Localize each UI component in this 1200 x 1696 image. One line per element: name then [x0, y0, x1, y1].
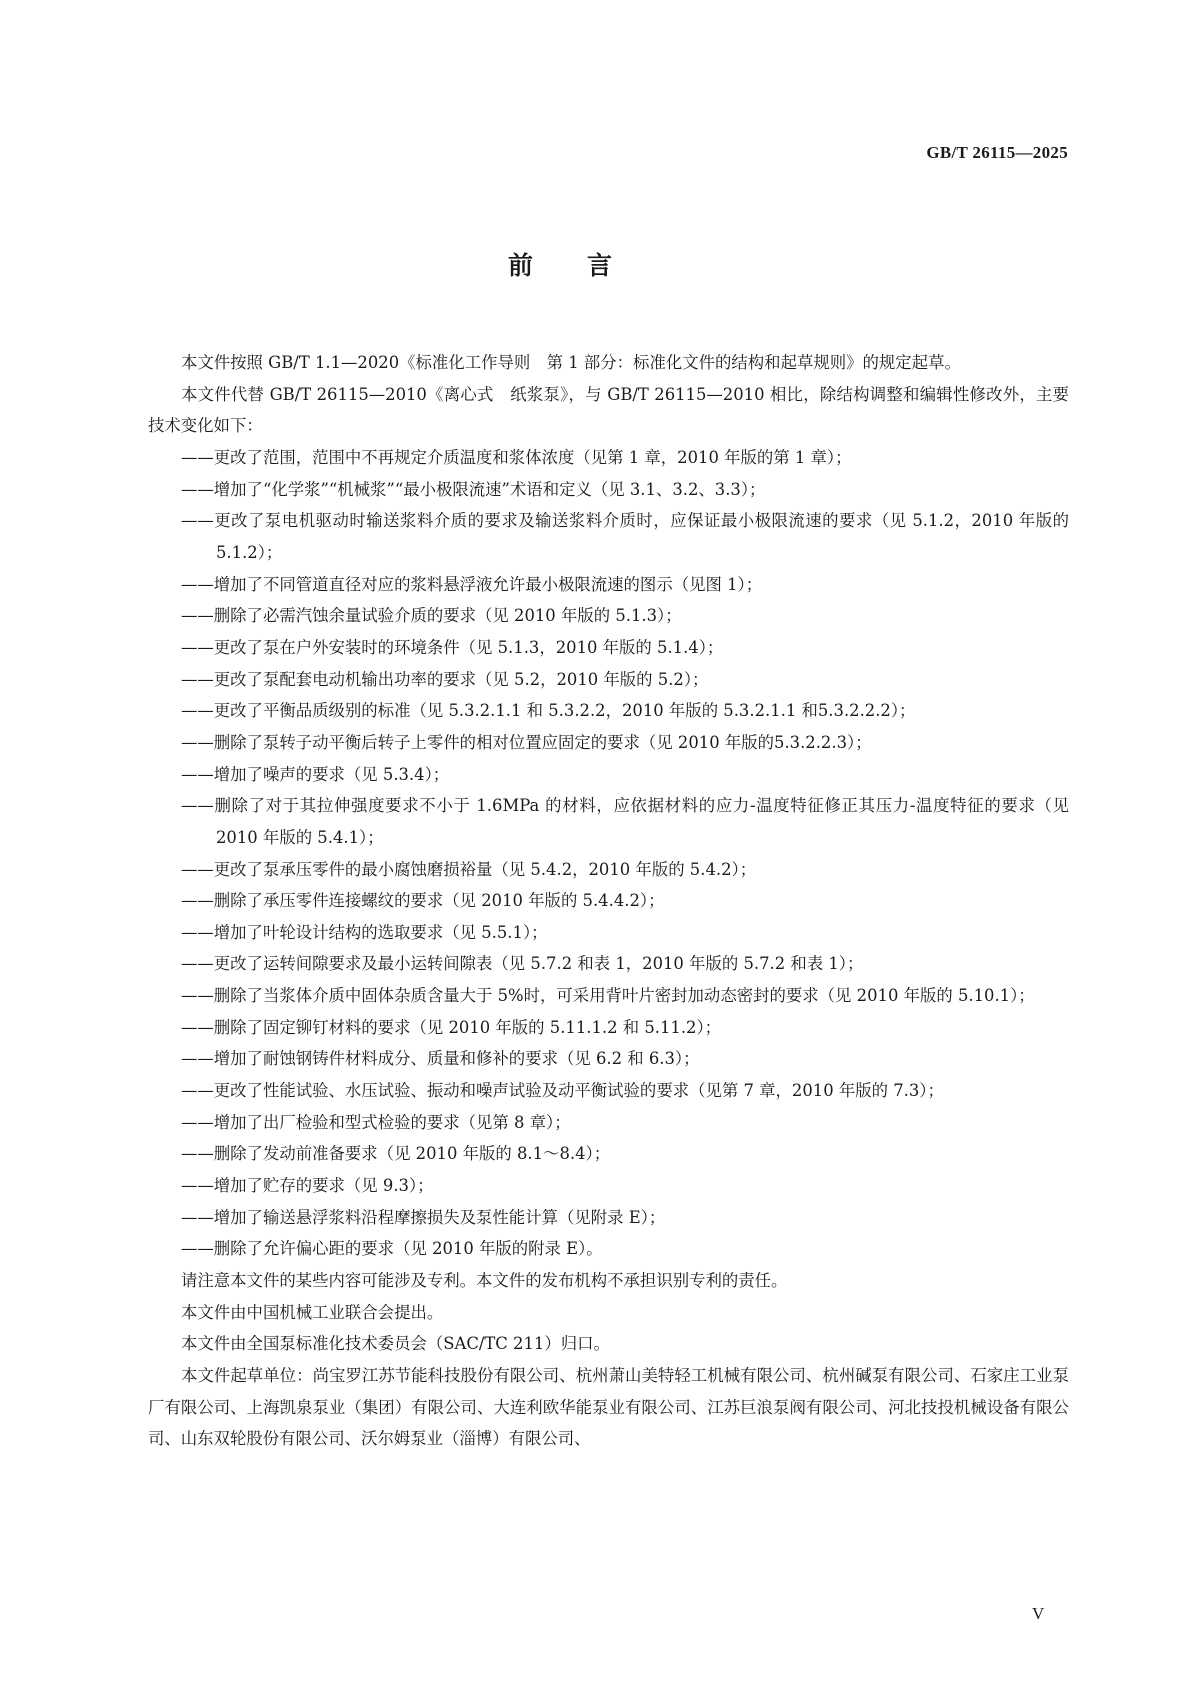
change-item: ——增加了输送悬浮浆料沿程摩擦损失及泵性能计算（见附录 E）； [181, 1207, 666, 1227]
paragraph: 请注意本文件的某些内容可能涉及专利。本文件的发布机构不承担识别专利的责任。 [181, 1271, 788, 1291]
change-item: ——更改了范围，范围中不再规定介质温度和浆体浓度（见第 1 章，2010 年版的第 1 章）； [181, 447, 852, 467]
change-item: ——删除了承压零件连接螺纹的要求（见 2010 年版的 5.4.4.2）； [181, 891, 665, 911]
change-item: ——更改了泵在户外安装时的环境条件（见 5.1.3，2010 年版的 5.1.4）； [181, 637, 724, 657]
change-item: ——更改了泵电机驱动时输送浆料介质的要求及输送浆料介质时，应保证最小极限流速的要求（见 5.1.2，2010 年版的 5.1.2）； [181, 511, 1069, 562]
paragraph: 本文件由中国机械工业联合会提出。 [181, 1302, 444, 1322]
change-item: ——删除了当浆体介质中固体杂质含量大于 5%时，可采用背叶片密封加动态密封的要求（见 2010 年版的 5.10.1）； [181, 986, 1035, 1006]
closing-paragraphs [148, 1265, 1069, 1455]
change-item: ——增加了耐蚀钢铸件材料成分、质量和修补的要求（见 6.2 和 6.3）； [181, 1049, 700, 1069]
intro-paragraphs [148, 347, 1069, 442]
change-item: ——增加了叶轮设计结构的选取要求（见 5.5.1）； [181, 922, 548, 942]
document-body [148, 347, 1069, 1455]
change-item: ——增加了噪声的要求（见 5.3.4）； [181, 764, 450, 784]
paragraph: 本文件代替 GB/T 26115—2010《离心式 纸浆泵》，与 GB/T 26115—2010 相比，除结构调整和编辑性修改外，主要技术变化如下： [148, 384, 1069, 436]
change-item: ——更改了泵配套电动机输出功率的要求（见 5.2，2010 年版的 5.2）； [181, 669, 709, 689]
paragraph: 本文件起草单位：尚宝罗江苏节能科技股份有限公司、杭州萧山美特轻工机械有限公司、杭州碱泵有限公司、石家庄工业泵厂有限公司、上海凯泉泵业（集团）有限公司、大连利欧华能泵业有限公司、江苏巨浪泵阀有限公司、河北技投机械设备有限公司、山东双轮股份有限公司、沃尔姆泵业（淄博）有限公司、 [148, 1366, 1069, 1449]
change-item: ——增加了贮存的要求（见 9.3）； [181, 1176, 434, 1196]
paragraph: 本文件按照 GB/T 1.1—2020《标准化工作导则 第 1 部分：标准化文件的结构和起草规则》的规定起草。 [181, 353, 961, 372]
change-item: ——更改了性能试验、水压试验、振动和噪声试验及动平衡试验的要求（见第 7 章，2010 年版的 7.3）； [181, 1081, 944, 1101]
change-item: ——增加了“化学浆”“机械浆”“最小极限流速”术语和定义（见 3.1、3.2、3.3）； [181, 479, 766, 499]
change-item: ——删除了允许偏心距的要求（见 2010 年版的附录 E）。 [181, 1239, 603, 1259]
paragraph: 本文件由全国泵标准化技术委员会（SAC/TC 211）归口。 [181, 1334, 610, 1354]
change-item: ——删除了固定铆钉材料的要求（见 2010 年版的 5.11.1.2 和 5.11.2）； [181, 1017, 722, 1037]
change-item: ——更改了泵承压零件的最小腐蚀磨损裕量（见 5.4.2，2010 年版的 5.4.2）； [181, 859, 757, 879]
change-item: ——增加了不同管道直径对应的浆料悬浮液允许最小极限流速的图示（见图 1）； [181, 574, 763, 594]
change-item: ——删除了必需汽蚀余量试验介质的要求（见 2010 年版的 5.1.3）； [181, 606, 682, 626]
change-item: ——增加了出厂检验和型式检验的要求（见第 8 章）； [181, 1112, 571, 1132]
changes-list [148, 442, 1069, 1265]
change-item: ——更改了运转间隙要求及最小运转间隙表（见 5.7.2 和表 1，2010 年版的 5.7.2 和表 1）； [181, 954, 864, 974]
change-item: ——删除了对于其拉伸强度要求不小于 1.6MPa 的材料，应依据材料的应力-温度特征修正其压力-温度特征的要求（见 2010 年版的 5.4.1）； [181, 796, 1069, 847]
standard-code: GB/T 26115—2025 [926, 143, 1068, 162]
change-item: ——更改了平衡品质级别的标准（见 5.3.2.1.1 和 5.3.2.2，2010 年版的 5.3.2.1.1 和5.3.2.2.2）； [181, 701, 916, 721]
change-item: ——删除了泵转子动平衡后转子上零件的相对位置应固定的要求（见 2010 年版的5.3.2.2.3）； [181, 732, 872, 752]
page-number: V [1032, 1604, 1045, 1623]
change-item: ——删除了发动前准备要求（见 2010 年版的 8.1～8.4）； [181, 1144, 611, 1164]
page-title: 前言 [507, 251, 666, 280]
